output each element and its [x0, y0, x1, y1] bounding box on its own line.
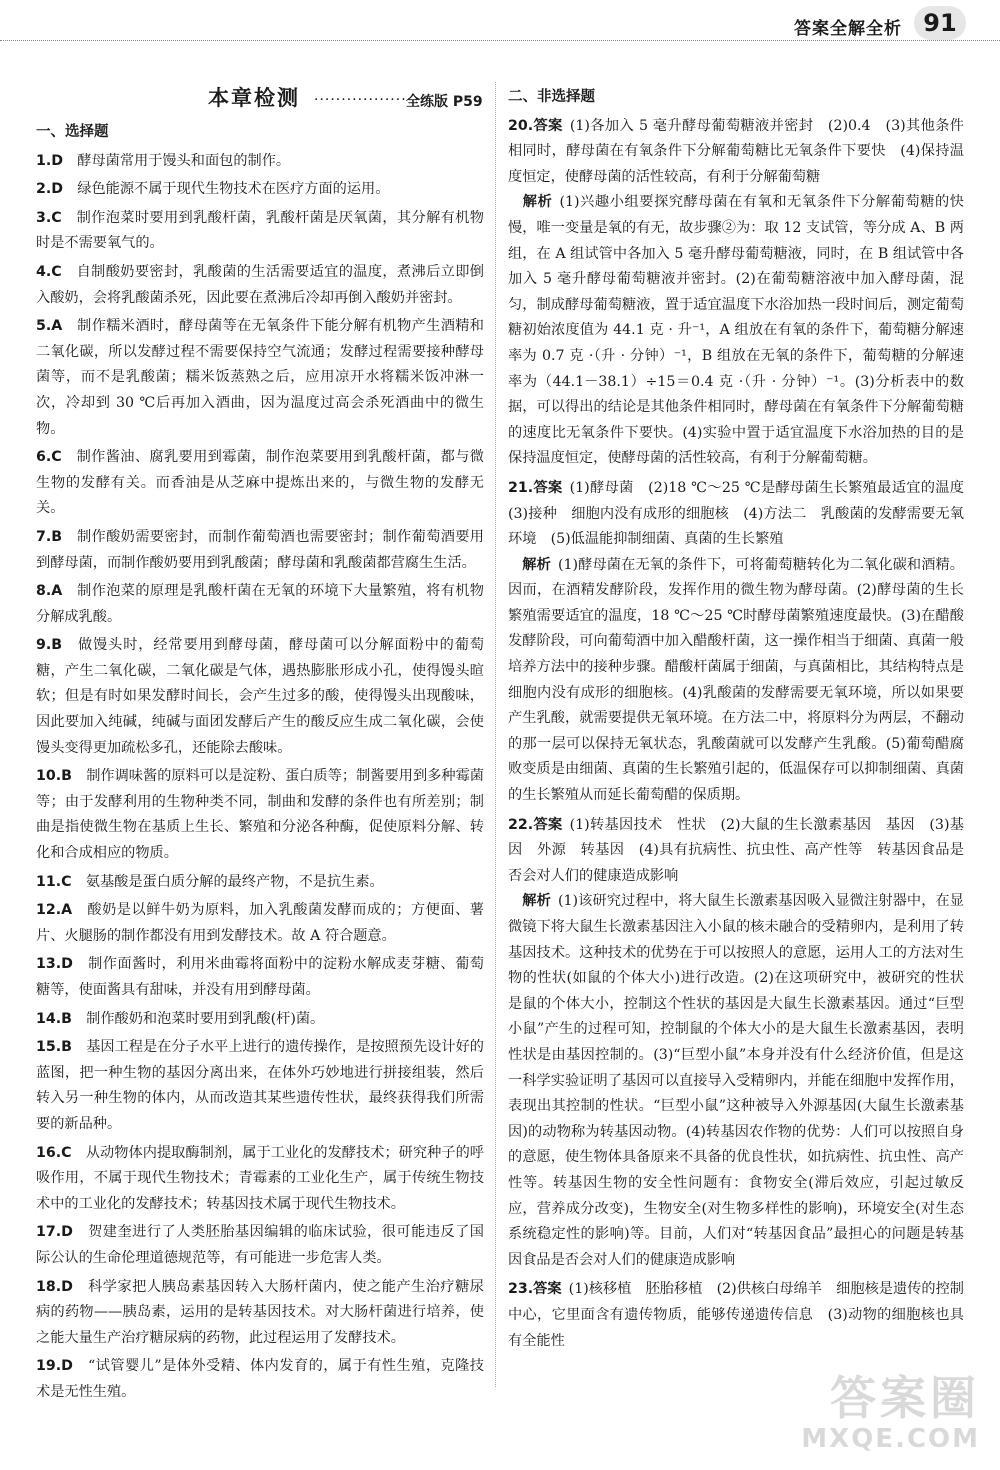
answer-label: 答案	[533, 816, 563, 833]
question-block	[508, 1277, 964, 1354]
choice-number: 16.C	[36, 1144, 72, 1161]
choice-explanation: 制作糯米酒时，酵母菌等在无氧条件下能分解有机物产生酒精和二氧化碳，所以发酵过程不需要保持空气流通；发酵过程需要接种酵母菌等，而不是乳酸菌；糯米饭蒸熟之后，应用凉开水将糯米饭冲淋一次，冷却到 30 ℃后再加入酒曲，因为温度过高会杀死酒曲中的微生物。	[36, 318, 484, 437]
explanation-label: 解析	[522, 893, 551, 910]
answer-line	[508, 813, 964, 890]
chapter-leader-dots: ··················	[314, 92, 413, 108]
choice-item	[36, 149, 484, 175]
watermark-top: 答案圈	[830, 1371, 980, 1425]
right-column	[508, 86, 979, 1354]
page-number: 91	[914, 6, 966, 40]
section-title-nonchoice: 二、非选择题	[508, 89, 595, 105]
choice-explanation: 制作泡菜时要用到乳酸杆菌，乳酸杆菌是厌氧菌，其分解有机物时是不需要氧气的。	[36, 209, 484, 252]
choice-number: 19.D	[36, 1358, 73, 1375]
choice-explanation: “试管婴儿”是体外受精、体内发育的，属于有性生殖，克隆技术是无性生殖。	[36, 1358, 484, 1400]
choice-explanation: 制作酸奶需要密封，而制作葡萄酒也需要密封；制作葡萄酒要用到酵母菌，而制作酸奶要用到乳酸菌；酵母菌和乳酸菌都营腐生生活。	[36, 528, 484, 571]
choice-item	[36, 177, 484, 203]
header-rule	[0, 40, 1000, 41]
choice-item	[36, 206, 484, 257]
choice-number: 4.C	[36, 263, 62, 280]
choice-number: 6.C	[36, 449, 62, 466]
question-number: 21.	[508, 479, 534, 496]
question-block	[508, 114, 964, 472]
choice-explanation: 制作面酱时，利用米曲霉将面粉中的淀粉水解成麦芽糖、葡萄糖等，使面酱具有甜味，并没有用到酵母菌。	[36, 956, 484, 998]
choice-number: 1.D	[36, 152, 64, 169]
choice-item	[36, 260, 484, 311]
question-number: 23.	[508, 1281, 534, 1298]
page-header	[0, 0, 1000, 48]
choice-number: 9.B	[36, 637, 63, 654]
left-column	[36, 86, 484, 1409]
choice-number: 12.A	[36, 902, 73, 919]
choice-number: 15.B	[36, 1039, 72, 1056]
explanation-line	[508, 889, 964, 1273]
choice-number: 17.D	[36, 1224, 73, 1241]
choice-explanation: 从动物体内提取酶制剂，属于工业化的发酵技术；研究种子的呼吸作用，不属于现代生物技术；青霉素的工业化生产，属于传统生物技术中的工业化的发酵技术；转基因技术属于现代生物技术。	[36, 1144, 484, 1212]
choice-item	[36, 1275, 484, 1352]
choice-number: 3.C	[36, 209, 62, 226]
nonchoice-answer-list	[508, 114, 979, 1355]
choice-explanation: 制作调味酱的原料可以是淀粉、蛋白质等；制酱要用到多种霉菌等；由于发酵利用的生物种类不同，制曲和发酵的条件也有所差别；制曲是指使微生物在基质上生长、繁殖和分泌各种酶，促使原料分解、转化和合成相应的物质。	[36, 768, 484, 862]
answer-line	[508, 1277, 964, 1354]
explanation-line	[508, 553, 964, 809]
choice-explanation: 酵母菌常用于馒头和面包的制作。	[77, 152, 291, 169]
choice-number: 10.B	[36, 768, 72, 785]
answer-label: 答案	[533, 117, 563, 134]
choice-explanation: 氨基酸是蛋白质分解的最终产物，不是抗生素。	[85, 873, 384, 890]
choice-item	[36, 525, 484, 576]
section-title-choice: 一、选择题	[36, 124, 109, 140]
question-block	[508, 476, 979, 809]
choice-item	[36, 314, 484, 442]
choice-item	[36, 1354, 484, 1405]
explanation-text: (1)酵母菌在无氧的条件下，可将葡萄糖转化为二氧化碳和酒精。因而，在酒精发酵阶段，发挥作用的微生物为酵母菌。(2)酵母菌的生长繁殖需要适宜的温度，18 ℃～25 ℃时酵母菌繁殖速度最快。(3)在醋酸发酵阶段，可向葡萄酒中加入醋酸杆菌，这一操作相当于细菌、真菌一般培养方法中的接种步骤。醋酸杆菌属于细菌，与真菌相比，其结构特点是细胞内没有成形的细胞核。(4)乳酸菌的发酵需要无氧环境，所以如果要产生乳酸，就需要提供无氧环境。在方法二中，将原料分为两层，不翻动的那一层可以保持无氧状态，乳酸菌就可以发酵产生乳酸。(5)葡萄醋腐败变质是由细菌、真菌的生长繁殖引起的，低温保存可以抑制细菌、真菌的生长繁殖从而延长葡萄醋的保质期。	[508, 556, 964, 804]
choice-item	[36, 870, 484, 896]
choice-number: 13.D	[36, 956, 73, 973]
choice-item	[36, 579, 484, 630]
choice-explanation: 制作酱油、腐乳要用到霉菌，制作泡菜要用到乳酸杆菌，都与微生物的发酵有关。而香油是从芝麻中提炼出来的，与微生物的发酵无关。	[36, 449, 484, 517]
explanation-text: (1)兴趣小组要探究酵母菌在有氧和无氧条件下分解葡萄糖的快慢，唯一变量是氧的有无，故步骤②为：取 12 支试管，等分成 A、B 两组，在 A 组试管中各加入 5 毫升酵母葡萄糖液，同时，在 B 组试管中各加入 5 毫升酵母葡萄糖液并密封。(2)在葡萄糖溶液中加入酵母菌，混匀，制成酵母葡萄糖液，置于适宜温度下水浴加热一段时间后，测定葡萄糖初始浓度值为 44.1 克 · 升⁻¹，A 组放在有氧的条件下，葡萄糖分解速率为 0.7 克 ·（升 · 分钟）⁻¹，B 组放在无氧的条件下，葡萄糖的分解速率为（44.1－38.1）÷15＝0.4 克 ·（升 · 分钟）⁻¹。(3)分析表中的数据，可以得出的结论是其他条件相同时，酵母菌在有氧条件下分解葡萄糖的速度比无氧条件下要快。(4)实验中置于适宜温度下水浴加热的目的是保持温度恒定，使酵母菌的活性较高，有利于分解葡萄糖。	[508, 194, 964, 467]
chapter-reference: 全练版 P59	[406, 94, 483, 110]
answer-label: 答案	[533, 1281, 562, 1298]
explanation-text: (1)该研究过程中，将大鼠生长激素基因吸入显微注射器中，在显微镜下将大鼠生长激素基因注入小鼠的核未融合的受精卵内，是利用了转基因技术。这种技术的优势在于可以按照人的意愿，运用人工的方法对生物的性状(如鼠的个体大小)进行改造。(2)在这项研究中，被研究的性状是鼠的个体大小，控制这个性状的基因是大鼠生长激素基因。通过“巨型小鼠”产生的过程可知，控制鼠的个体大小的是大鼠生长激素基因，表明性状是由基因控制的。(3)“巨型小鼠”本身并没有什么经济价值，但是这一科学实验证明了基因可以直接导入受精卵内，并能在细胞中发挥作用，表现出其控制的性状。“巨型小鼠”这种被导入外源基因(大鼠生长激素基因)的动物称为转基因动物。(4)转基因农作物的优势：人们可以按照自身的意愿，使生物体具备原来不具备的优良性状，如抗病性、抗虫性、高产性等。转基因生物的安全性问题有：食物安全(滞后效应，引起过敏反应，营养成分改变)，生物安全(对生物多样性的影响)，环境安全(对生态系统稳定性的影响)等。目前，人们对“转基因食品”最担心的问题是转基因食品是否会对人们的健康造成影响	[508, 893, 964, 1268]
question-block	[508, 813, 964, 1274]
question-number: 20.	[508, 117, 534, 134]
answer-text: (1)各加入 5 毫升酵母葡萄糖液并密封 (2)0.4 (3)其他条件相同时，酵母菌在有氧条件下分解葡萄糖比无氧条件下要快 (4)保持温度恒定，使酵母菌的活性较高，有利于分解葡萄糖	[508, 117, 964, 185]
choice-number: 14.B	[36, 1010, 72, 1027]
column-divider	[495, 82, 496, 1387]
choice-item	[36, 1220, 484, 1271]
choice-explanation: 基因工程是在分子水平上进行的遗传操作，是按照预先设计好的蓝图，把一种生物的基因分离出来，在体外巧妙地进行拼接组装，然后转入另一种生物的体内，从而改造其某些遗传性状，最终获得我们所需要的新品种。	[36, 1039, 484, 1132]
choice-explanation: 制作泡菜的原理是乳酸杆菌在无氧的环境下大量繁殖，将有机物分解成乳酸。	[36, 583, 484, 625]
answer-line	[508, 114, 964, 191]
choice-item	[36, 1141, 484, 1218]
choice-number: 8.A	[36, 583, 63, 600]
header-title: 答案全解全析	[794, 19, 902, 39]
choice-explanation: 自制酸奶要密封，乳酸菌的生活需要适宜的温度，煮沸后立即倒入酸奶，会将乳酸菌杀死，因此要在煮沸后冷却再倒入酸奶并密封。	[36, 263, 484, 306]
choice-item	[36, 445, 484, 522]
chapter-title: 本章检测	[208, 86, 300, 110]
explanation-label: 解析	[522, 194, 553, 211]
answer-line	[508, 476, 979, 553]
choice-explanation: 科学家把人胰岛素基因转入大肠杆菌内，使之能产生治疗糖尿病的药物——胰岛素，运用的是转基因技术。对大肠杆菌进行培养，使之能大量生产治疗糖尿病的药物，此过程运用了发酵技术。	[36, 1278, 484, 1346]
choice-item	[36, 633, 484, 761]
choice-item	[36, 898, 484, 949]
choice-item	[36, 764, 484, 866]
answer-text: (1)核移植 胚胎移植 (2)供核白母绵羊 细胞核是遗传的控制中心，它里面含有遗传物质，能够传递遗传信息 (3)动物的细胞核也具有全能性	[508, 1281, 964, 1349]
choice-number: 18.D	[36, 1278, 73, 1295]
chapter-heading	[36, 86, 484, 120]
choice-number: 2.D	[36, 181, 64, 198]
question-number: 22.	[508, 816, 534, 833]
watermark-logo	[760, 1362, 980, 1452]
choice-number: 11.C	[36, 873, 72, 890]
choice-explanation: 绿色能源不属于现代生物技术在医疗方面的运用。	[77, 181, 390, 198]
choice-explanation: 贺建奎进行了人类胚胎基因编辑的临床试验，很可能违反了国际公认的生命伦理道德规范等，有可能进一步危害人类。	[36, 1224, 484, 1266]
choice-answer-list	[36, 149, 484, 1406]
choice-explanation: 制作酸奶和泡菜时要用到乳酸(杆)菌。	[86, 1010, 325, 1027]
answer-label: 答案	[533, 479, 563, 496]
answer-text: (1)转基因技术 性状 (2)大鼠的生长激素基因 基因 (3)基因 外源 转基因 (4)具有抗病性、抗虫性、高产性等 转基因食品是否会对人们的健康造成影响	[508, 816, 964, 884]
choice-item	[36, 952, 484, 1003]
watermark-bottom: MXQE.COM	[801, 1424, 980, 1454]
choice-item	[36, 1035, 484, 1137]
explanation-label: 解析	[522, 556, 551, 573]
choice-explanation: 做馒头时，经常要用到酵母菌，酵母菌可以分解面粉中的葡萄糖，产生二氧化碳，二氧化碳是气体，遇热膨胀形成小孔，使得馒头暄软；但是有时如果发酵时间长，会产生过多的酸，使得馒头出现酸味，因此要加入纯碱，纯碱与面团发酵后产生的酸反应生成二氧化碳，会使馒头变得更加疏松多孔，还能除去酸味。	[36, 637, 484, 756]
choice-number: 7.B	[36, 528, 63, 545]
answer-text: (1)酵母菌 (2)18 ℃～25 ℃是酵母菌生长繁殖最适宜的温度 (3)接种 细胞内没有成形的细胞核 (4)方法二 乳酸菌的发酵需要无氧环境 (5)低温能抑制细菌、真菌的生长繁殖	[508, 479, 979, 548]
choice-explanation: 酸奶是以鲜牛奶为原料，加入乳酸菌发酵而成的；方便面、薯片、火腿肠的制作都没有用到发酵技术。故 A 符合题意。	[36, 902, 484, 944]
choice-number: 5.A	[36, 318, 63, 335]
choice-item	[36, 1007, 484, 1033]
explanation-line	[508, 190, 964, 472]
